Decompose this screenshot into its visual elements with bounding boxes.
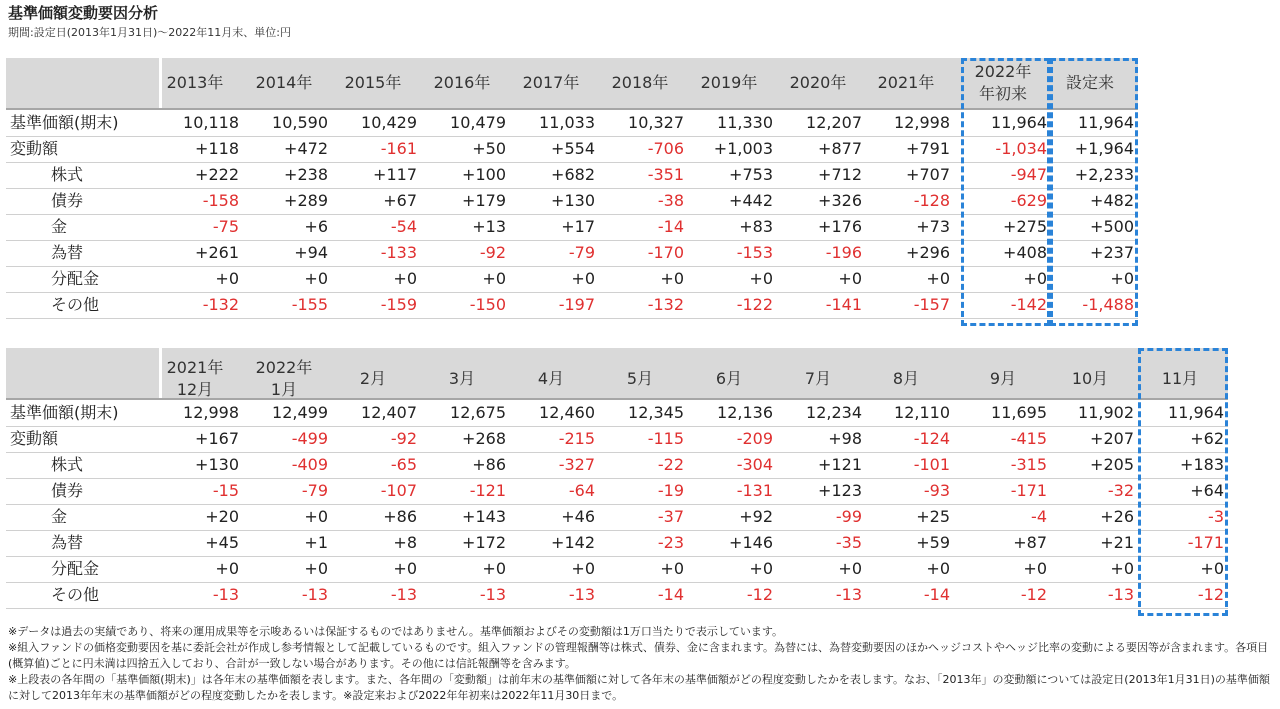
table-cell: +0 [215, 269, 239, 288]
table-row [6, 556, 1228, 583]
table-cell: -4 [1031, 507, 1047, 526]
table-cell: +94 [294, 243, 328, 262]
table-cell: -23 [657, 533, 684, 552]
row-label: 株式 [51, 165, 84, 184]
table-cell: 10,118 [183, 113, 239, 132]
column-header: 8月 [892, 369, 920, 388]
table-cell: -409 [291, 455, 328, 474]
table-cell: +707 [906, 165, 950, 184]
table-cell: +712 [818, 165, 862, 184]
table-cell: -171 [1187, 533, 1224, 552]
table-cell: -64 [568, 481, 595, 500]
row-label: その他 [51, 295, 100, 314]
table-row [6, 426, 1228, 453]
table-cell: -131 [736, 481, 773, 500]
column-header: 2019年 [700, 73, 758, 92]
table-cell: -13 [479, 585, 506, 604]
table-cell: +26 [1100, 507, 1134, 526]
table-cell: +117 [373, 165, 417, 184]
table-cell: -197 [558, 295, 595, 314]
table-cell: -92 [390, 429, 417, 448]
table-cell: -351 [647, 165, 684, 184]
table-cell: +791 [906, 139, 950, 158]
column-header: 2015年 [344, 73, 402, 92]
table-cell: -499 [291, 429, 328, 448]
table-cell: +261 [195, 243, 239, 262]
table-cell: -159 [380, 295, 417, 314]
table-cell: +2,233 [1074, 165, 1134, 184]
table-cell: +289 [284, 191, 328, 210]
column-header: 2018年 [611, 73, 669, 92]
footnotes [8, 624, 1274, 704]
row-label: 基準価額(期末) [10, 113, 119, 132]
table-cell: +46 [561, 507, 595, 526]
table-cell: +8 [393, 533, 417, 552]
row-label: 分配金 [51, 269, 100, 288]
table-cell: +130 [551, 191, 595, 210]
table-cell: +98 [828, 429, 862, 448]
table-cell: 11,964 [1168, 403, 1224, 422]
table-cell: +17 [561, 217, 595, 236]
table-cell: +0 [393, 559, 417, 578]
row-label: 金 [51, 217, 68, 236]
table-row [6, 188, 1138, 215]
table-cell: -141 [825, 295, 862, 314]
table-cell: -13 [1107, 585, 1134, 604]
table-cell: -35 [835, 533, 862, 552]
table-cell: -79 [568, 243, 595, 262]
table-cell: -209 [736, 429, 773, 448]
table-cell: 12,407 [361, 403, 417, 422]
page-title: 基準価額変動要因分析 [8, 4, 159, 22]
table-cell: +118 [195, 139, 239, 158]
table-cell: +222 [195, 165, 239, 184]
column-header: 3月 [448, 369, 476, 388]
table-cell: +50 [472, 139, 506, 158]
table-cell: -415 [1010, 429, 1047, 448]
table-cell: +167 [195, 429, 239, 448]
table-cell: -13 [390, 585, 417, 604]
table-cell: -99 [835, 507, 862, 526]
row-label: 変動額 [10, 139, 59, 158]
row-label: 分配金 [51, 559, 100, 578]
table-cell: +275 [1003, 217, 1047, 236]
column-header: 2月 [359, 369, 387, 388]
table-cell: +0 [660, 559, 684, 578]
table-cell: +1,003 [713, 139, 773, 158]
table-cell: +45 [205, 533, 239, 552]
table-cell: +0 [926, 269, 950, 288]
table-cell: -3 [1208, 507, 1224, 526]
table-cell: +682 [551, 165, 595, 184]
table-cell: +0 [482, 269, 506, 288]
table-cell: +205 [1090, 455, 1134, 474]
table-cell: +0 [838, 559, 862, 578]
table-cell: +183 [1180, 455, 1224, 474]
table-cell: -12 [1020, 585, 1047, 604]
footnote: ※上段表の各年間の「基準価額(期末)」は各年末の基準価額を表します。また、各年間の「変動額」は前年末の基準価額に対して各年末の基準価額がどの程度変動したかを表します。なお、「2013年」の変動額については設定日(2013年1月31日)の基準価額に対して2013年年末の基準価額がどの程度変動したかを表します。※設定来および2022年年初来は2022年11月30日まで。 [8, 673, 1270, 702]
table-cell: -304 [736, 455, 773, 474]
table-cell: +13 [472, 217, 506, 236]
column-header: 2021年 12月 [166, 358, 224, 399]
table-cell: +482 [1090, 191, 1134, 210]
table-cell: +0 [660, 269, 684, 288]
table-cell: -215 [558, 429, 595, 448]
table-cell: +59 [916, 533, 950, 552]
table-cell: +0 [749, 269, 773, 288]
table-cell: 10,590 [272, 113, 328, 132]
table-cell: -1,488 [1082, 295, 1134, 314]
table-cell: -327 [558, 455, 595, 474]
table-cell: -155 [291, 295, 328, 314]
table-cell: +500 [1090, 217, 1134, 236]
row-label: 金 [51, 507, 68, 526]
table-cell: 12,460 [539, 403, 595, 422]
table-row [6, 292, 1138, 319]
table-cell: -124 [913, 429, 950, 448]
table-cell: -629 [1010, 191, 1047, 210]
table-cell: +0 [304, 559, 328, 578]
table-cell: -132 [647, 295, 684, 314]
table-cell: +296 [906, 243, 950, 262]
table-row [6, 478, 1228, 505]
annual-table [6, 58, 1138, 326]
table-cell: +83 [739, 217, 773, 236]
table-cell: +143 [462, 507, 506, 526]
column-header: 2014年 [255, 73, 313, 92]
table-cell: -122 [736, 295, 773, 314]
footnote: ※データは過去の実績であり、将来の運用成果等を示唆あるいは保証するものではありません。基準価額およびその変動額は1万口当たりで表示しています。 [8, 625, 783, 638]
table-cell: +146 [729, 533, 773, 552]
table-cell: -14 [657, 217, 684, 236]
table-cell: +1,964 [1074, 139, 1134, 158]
table-cell: -706 [647, 139, 684, 158]
header-label-cell [6, 58, 162, 108]
table-cell: 12,998 [183, 403, 239, 422]
table-cell: +121 [818, 455, 862, 474]
table-cell: +73 [916, 217, 950, 236]
column-header: 2022年 年初来 [974, 62, 1032, 103]
table-cell: -132 [202, 295, 239, 314]
table-cell: -107 [380, 481, 417, 500]
table-cell: +0 [749, 559, 773, 578]
table-cell: -13 [835, 585, 862, 604]
table-cell: +21 [1100, 533, 1134, 552]
table-cell: -101 [913, 455, 950, 474]
table-cell: +0 [1023, 269, 1047, 288]
table-cell: +0 [304, 507, 328, 526]
table-cell: +6 [304, 217, 328, 236]
column-header: 7月 [804, 369, 832, 388]
table-cell: +877 [818, 139, 862, 158]
table-cell: +67 [383, 191, 417, 210]
table-cell: 12,499 [272, 403, 328, 422]
table-cell: -92 [479, 243, 506, 262]
table-cell: -13 [301, 585, 328, 604]
table-row [6, 582, 1228, 609]
table-cell: +100 [462, 165, 506, 184]
column-header: 2020年 [789, 73, 847, 92]
page-subtitle: 期間:設定日(2013年1月31日)～2022年11月末、単位:円 [8, 26, 291, 39]
table-cell: -37 [657, 507, 684, 526]
table-cell: 11,033 [539, 113, 595, 132]
table-cell: +92 [739, 507, 773, 526]
table-cell: +554 [551, 139, 595, 158]
table-cell: -171 [1010, 481, 1047, 500]
column-header: 6月 [715, 369, 743, 388]
table-cell: -128 [913, 191, 950, 210]
table-row [6, 452, 1228, 479]
table-cell: +472 [284, 139, 328, 158]
row-label: 変動額 [10, 429, 59, 448]
table-cell: +0 [1023, 559, 1047, 578]
table-cell: 12,998 [894, 113, 950, 132]
row-label: 債券 [51, 191, 84, 210]
row-label: その他 [51, 585, 100, 604]
table-cell: +0 [926, 559, 950, 578]
table-cell: +0 [215, 559, 239, 578]
table-cell: -1,034 [995, 139, 1047, 158]
table-cell: -12 [746, 585, 773, 604]
table-cell: +87 [1013, 533, 1047, 552]
table-cell: +0 [393, 269, 417, 288]
table-cell: -12 [1197, 585, 1224, 604]
header-label-cell [6, 348, 162, 398]
table-cell: -157 [913, 295, 950, 314]
table-cell: +0 [1200, 559, 1224, 578]
table-cell: 11,695 [991, 403, 1047, 422]
table-cell: -121 [469, 481, 506, 500]
table-cell: 11,902 [1078, 403, 1134, 422]
table-cell: +237 [1090, 243, 1134, 262]
table-cell: -150 [469, 295, 506, 314]
table-cell: -196 [825, 243, 862, 262]
column-header: 2017年 [522, 73, 580, 92]
table-cell: +179 [462, 191, 506, 210]
row-label: 為替 [51, 243, 84, 262]
column-header: 2022年 1月 [255, 358, 313, 399]
table-cell: -14 [923, 585, 950, 604]
table-cell: +0 [571, 269, 595, 288]
column-header: 2021年 [877, 73, 935, 92]
table-cell: -133 [380, 243, 417, 262]
table-cell: 11,330 [717, 113, 773, 132]
table-cell: 10,327 [628, 113, 684, 132]
table-cell: +20 [205, 507, 239, 526]
table-cell: -142 [1010, 295, 1047, 314]
table-cell: -13 [568, 585, 595, 604]
column-header: 9月 [989, 369, 1017, 388]
table-cell: -54 [390, 217, 417, 236]
table-cell: 10,429 [361, 113, 417, 132]
table-cell: 12,110 [894, 403, 950, 422]
table-cell: 11,964 [1078, 113, 1134, 132]
footnote: ※組入ファンドの価格変動要因を基に委託会社が作成し参考情報として記載しているものです。組入ファンドの管理報酬等は株式、債券、金に含まれます。為替には、為替変動要因のほかヘッジコストやヘッジ比率の変動による要因等が含まれます。各項目(概算値)ごとに円未満は四捨五入しており、合計が一致しない場合があります。その他には信託報酬等を含みます。 [8, 641, 1269, 670]
table-cell: -32 [1107, 481, 1134, 500]
table-cell: -19 [657, 481, 684, 500]
table-cell: -38 [657, 191, 684, 210]
row-label: 債券 [51, 481, 84, 500]
table-cell: 11,964 [991, 113, 1047, 132]
table-cell: +0 [1110, 269, 1134, 288]
table-cell: 12,675 [450, 403, 506, 422]
row-label: 基準価額(期末) [10, 403, 119, 422]
table-cell: -22 [657, 455, 684, 474]
table-row [6, 240, 1138, 267]
table-cell: -14 [657, 585, 684, 604]
table-cell: +0 [838, 269, 862, 288]
column-header: 4月 [537, 369, 565, 388]
table-cell: -153 [736, 243, 773, 262]
table-cell: +176 [818, 217, 862, 236]
column-header: 10月 [1071, 369, 1109, 388]
table-cell: -170 [647, 243, 684, 262]
table-cell: -75 [212, 217, 239, 236]
table-cell: -65 [390, 455, 417, 474]
table-cell: 12,136 [717, 403, 773, 422]
column-header: 11月 [1161, 369, 1199, 388]
table-cell: -161 [380, 139, 417, 158]
table-row [6, 162, 1138, 189]
row-label: 株式 [51, 455, 84, 474]
table-cell: 12,207 [806, 113, 862, 132]
table-cell: +268 [462, 429, 506, 448]
table-row [6, 504, 1228, 531]
table-row [6, 530, 1228, 557]
table-cell: +123 [818, 481, 862, 500]
table-cell: +207 [1090, 429, 1134, 448]
table-row [6, 110, 1138, 137]
table-cell: +62 [1190, 429, 1224, 448]
table-cell: -93 [923, 481, 950, 500]
table-cell: -13 [212, 585, 239, 604]
table-cell: +442 [729, 191, 773, 210]
table-cell: +753 [729, 165, 773, 184]
column-header: 設定来 [1065, 73, 1114, 92]
table-cell: +0 [304, 269, 328, 288]
table-cell: +142 [551, 533, 595, 552]
monthly-table [6, 348, 1228, 616]
table-cell: -315 [1010, 455, 1047, 474]
table-cell: -158 [202, 191, 239, 210]
table-cell: 12,234 [806, 403, 862, 422]
column-header: 2013年 [166, 73, 224, 92]
table-cell: +1 [304, 533, 328, 552]
table-cell: +64 [1190, 481, 1224, 500]
table-cell: -79 [301, 481, 328, 500]
table-cell: +0 [482, 559, 506, 578]
table-cell: -947 [1010, 165, 1047, 184]
table-cell: 10,479 [450, 113, 506, 132]
table-row [6, 136, 1138, 163]
table-row [6, 214, 1138, 241]
table-row [6, 266, 1138, 293]
table-cell: -15 [212, 481, 239, 500]
table-cell: +0 [571, 559, 595, 578]
table-row [6, 400, 1228, 427]
table-cell: +172 [462, 533, 506, 552]
table-cell: 12,345 [628, 403, 684, 422]
table-cell: +0 [1110, 559, 1134, 578]
table-cell: +130 [195, 455, 239, 474]
table-cell: +408 [1003, 243, 1047, 262]
table-cell: +86 [383, 507, 417, 526]
table-cell: -115 [647, 429, 684, 448]
column-header: 5月 [626, 369, 654, 388]
table-cell: +86 [472, 455, 506, 474]
column-header: 2016年 [433, 73, 491, 92]
table-cell: +25 [916, 507, 950, 526]
table-cell: +238 [284, 165, 328, 184]
row-label: 為替 [51, 533, 84, 552]
table-cell: +326 [818, 191, 862, 210]
